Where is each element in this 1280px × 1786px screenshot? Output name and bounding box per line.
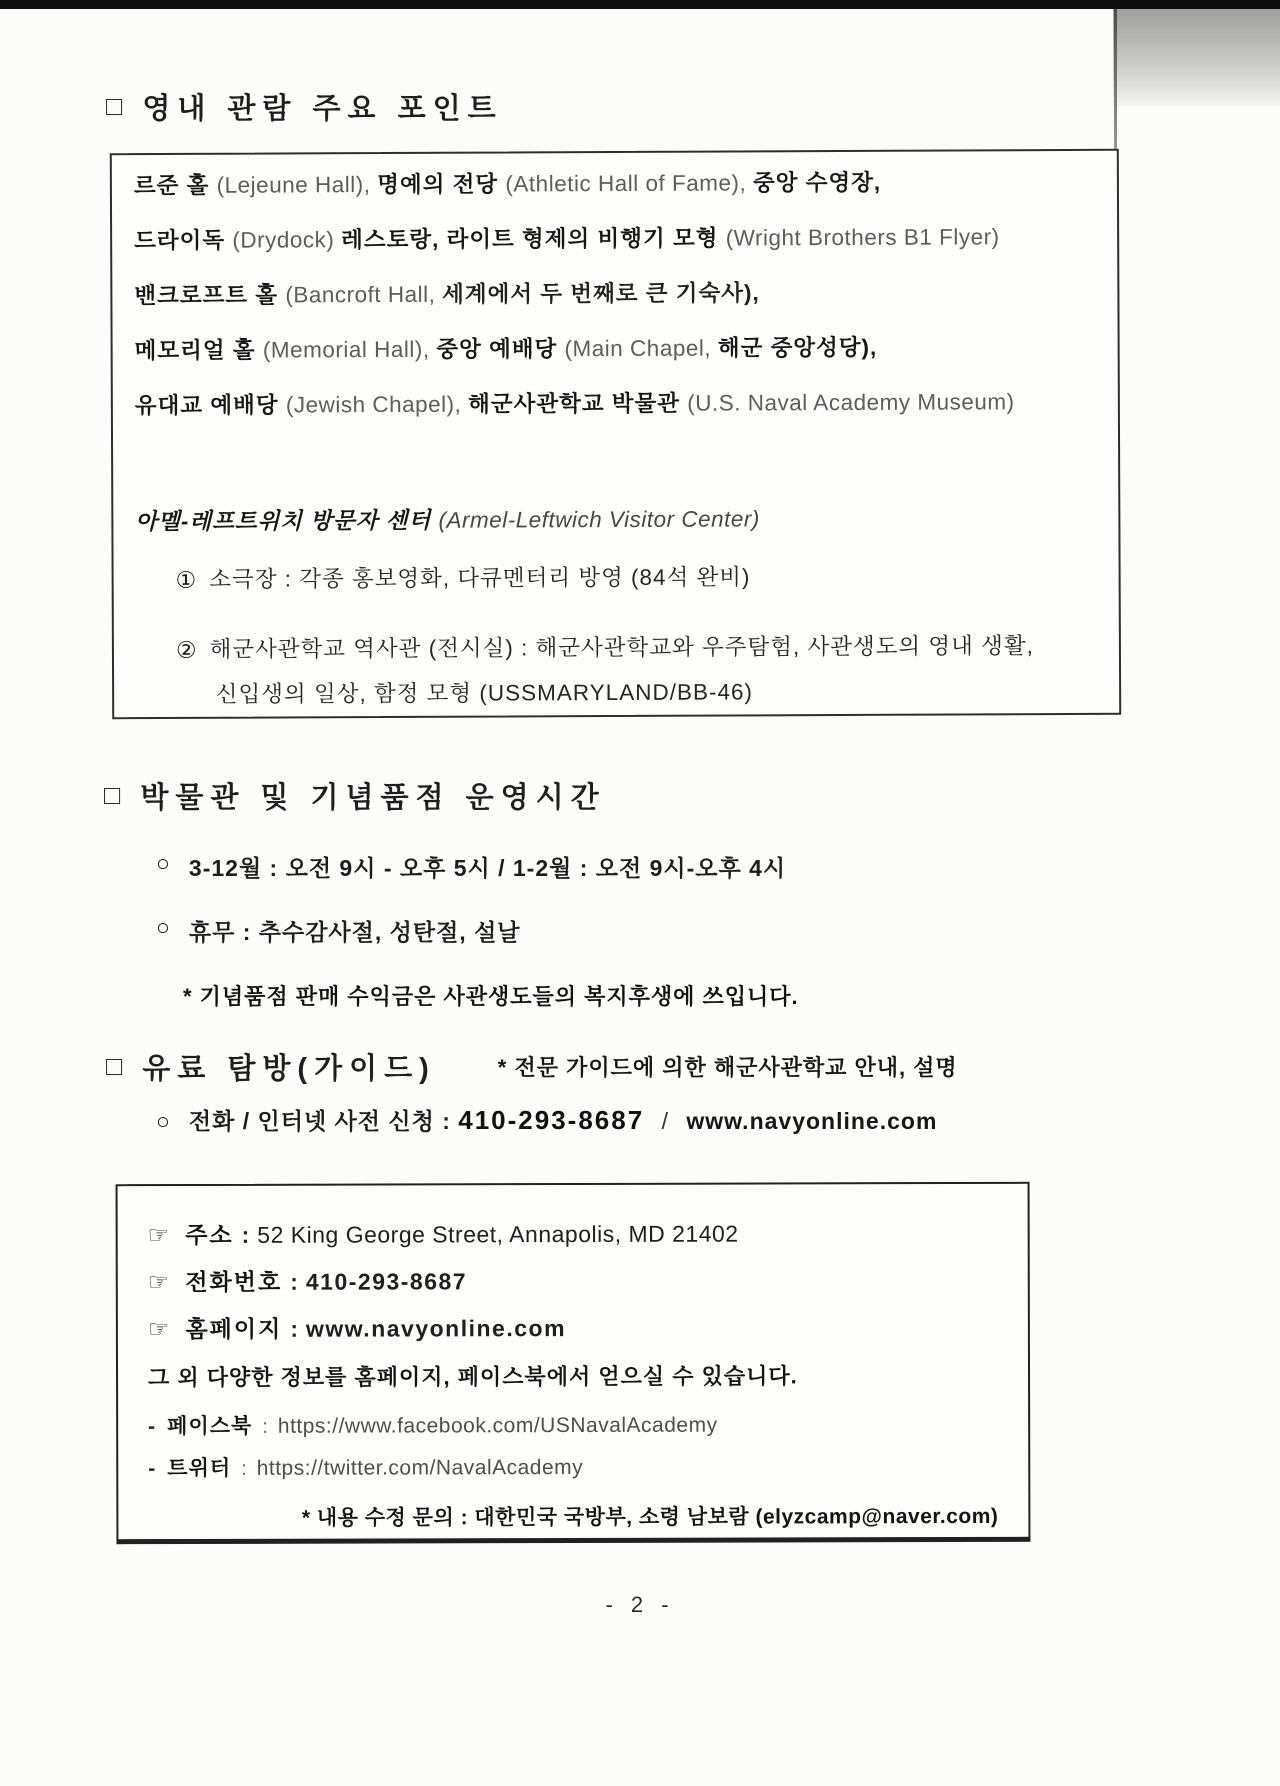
pointing-hand-icon: ☞: [147, 1316, 170, 1344]
circle-marker-icon: ○: [156, 850, 171, 876]
circle-marker-icon: ○: [156, 914, 171, 940]
numbered-item-history-hall: [176, 631, 1099, 710]
text-segment: 명예의 전당: [377, 171, 506, 198]
text-segment: 중앙 예배당: [436, 336, 565, 362]
colon-separator: :: [241, 1221, 250, 1248]
facebook-label: 페이스북: [167, 1414, 253, 1439]
text-segment: 드라이독: [134, 227, 233, 254]
highlight-line: [135, 387, 1098, 421]
text-segment: (U.S. Naval Academy Museum): [687, 389, 1015, 416]
checkbox-square-icon: □: [106, 91, 123, 121]
pointing-hand-icon: ☞: [147, 1269, 170, 1297]
colon-separator: :: [290, 1268, 298, 1295]
text-segment: 해군 중앙성당),: [717, 334, 878, 361]
text-segment: 중앙 수영장,: [752, 169, 882, 196]
booking-prefix: 전화 / 인터넷 사전 신청 :: [188, 1108, 459, 1134]
numbered-item-text: 해군사관학교 역사관 (전시실) : 해군사관학교와 우주탐험, 사관생도의 영내 생활, 신입생의 일상, 함정 모형 (USSMARYLAND/BB-46): [209, 633, 1034, 707]
gift-shop-note: * 기념품점 판매 수익금은 사관생도들의 복지후생에 쓰입니다.: [183, 984, 799, 1009]
facebook-row: [148, 1408, 1002, 1440]
text-segment: 유대교 예배당: [134, 392, 286, 419]
text-segment: 아멜-레프트위치 방문자 센터: [135, 507, 439, 535]
text-segment: (Bancroft Hall,: [285, 281, 443, 308]
hours-list-item: [156, 850, 786, 883]
circled-number-icon: ②: [175, 636, 198, 663]
pointing-hand-icon: ☞: [147, 1222, 170, 1250]
text-segment: 르준 홀: [133, 172, 217, 199]
section-heading-museum-hours: [104, 775, 606, 816]
twitter-row: [148, 1450, 1002, 1482]
visitor-center-line: [135, 503, 1098, 537]
checkbox-square-icon: □: [106, 1051, 123, 1081]
phone-row: [148, 1265, 1002, 1298]
holiday-list-item: [156, 914, 521, 947]
address-row: [148, 1218, 1002, 1251]
text-segment: (Jewish Chapel),: [285, 391, 469, 418]
section-heading-campus-tour: [106, 86, 503, 127]
more-info-text: 그 외 다양한 정보를 홈페이지, 페이스북에서 얻으실 수 있습니다.: [148, 1363, 798, 1391]
colon-separator: :: [290, 1315, 299, 1342]
address-value: 52 King George Street, Annapolis, MD 21402: [257, 1220, 739, 1248]
phone-label: 전화번호: [185, 1268, 283, 1296]
text-segment: (Drydock): [232, 227, 342, 253]
holiday-text: 휴무 : 추수감사절, 성탄절, 설날: [188, 919, 521, 945]
highlight-line: [134, 167, 1097, 201]
dash-marker: -: [148, 1457, 156, 1481]
section-title: 영내 관람 주요 포인트: [142, 93, 503, 125]
circle-marker-icon: ○: [156, 1108, 171, 1134]
campus-highlights-box: [110, 149, 1121, 719]
twitter-url: https://twitter.com/NavalAcademy: [256, 1455, 584, 1480]
section-title: 박물관 및 기념품점 운영시간: [140, 782, 606, 814]
contact-correction-note: * 내용 수정 문의 : 대한민국 국방부, 소령 남보람 (elyzcamp@naver.com): [301, 1504, 999, 1530]
checkbox-square-icon: □: [104, 780, 121, 810]
hours-text: 3-12월 : 오전 9시 - 오후 5시 / 1-2월 : 오전 9시-오후 4시: [188, 855, 787, 881]
scan-artifact-corner-shade: [1113, 9, 1280, 106]
tour-booking-item: [156, 1103, 937, 1136]
twitter-label: 트위터: [167, 1456, 232, 1481]
text-segment: 세계에서 두 번째로 큰 기숙사),: [442, 280, 760, 307]
homepage-label: 홈페이지: [185, 1315, 283, 1343]
contact-info-box: [116, 1182, 1031, 1544]
section-title: 유료 탐방(가이드): [142, 1053, 436, 1085]
scan-artifact-top-strip: [0, 0, 1280, 9]
text-segment: (Athletic Hall of Fame),: [505, 170, 754, 197]
page-number: - 2 -: [605, 1592, 675, 1617]
phone-value: 410-293-8687: [305, 1268, 468, 1295]
colon-separator: :: [262, 1415, 268, 1438]
text-segment: 레스토랑, 라이트 형제의 비행기 모형: [341, 225, 726, 253]
separator: /: [661, 1108, 669, 1134]
highlight-line: [135, 332, 1098, 366]
colon-separator: :: [241, 1457, 247, 1480]
numbered-item-theater: [176, 561, 1099, 595]
text-segment: 해군사관학교 박물관: [468, 390, 688, 417]
circled-number-icon: ①: [175, 566, 198, 593]
tour-guide-note: * 전문 가이드에 의한 해군사관학교 안내, 설명: [497, 1055, 958, 1080]
text-segment: 메모리얼 홀: [134, 337, 263, 364]
dash-marker: -: [148, 1415, 156, 1439]
booking-phone: 410-293-8687: [458, 1105, 645, 1135]
text-segment: (Wright Brothers B1 Flyer): [725, 224, 1000, 251]
text-segment: (Memorial Hall),: [262, 336, 437, 363]
homepage-row: [148, 1312, 1002, 1345]
facebook-url: https://www.facebook.com/USNavalAcademy: [277, 1413, 718, 1438]
text-segment: 밴크로프트 홀: [134, 282, 286, 309]
tour-booking-text: [189, 1103, 938, 1136]
homepage-value: www.navyonline.com: [305, 1315, 567, 1342]
text-segment: (Main Chapel,: [564, 335, 718, 362]
text-segment: (Armel-Leftwich Visitor Center): [438, 506, 760, 533]
numbered-item-text: 소극장 : 각종 홍보영화, 다큐멘터리 방영 (84석 완비): [209, 564, 751, 592]
address-label: 주소: [185, 1221, 234, 1249]
highlight-line: [134, 222, 1097, 256]
text-segment: (Lejeune Hall),: [216, 172, 378, 198]
booking-url: www.navyonline.com: [686, 1108, 938, 1134]
highlight-line: [134, 277, 1097, 311]
section-heading-paid-tour: [106, 1046, 958, 1087]
